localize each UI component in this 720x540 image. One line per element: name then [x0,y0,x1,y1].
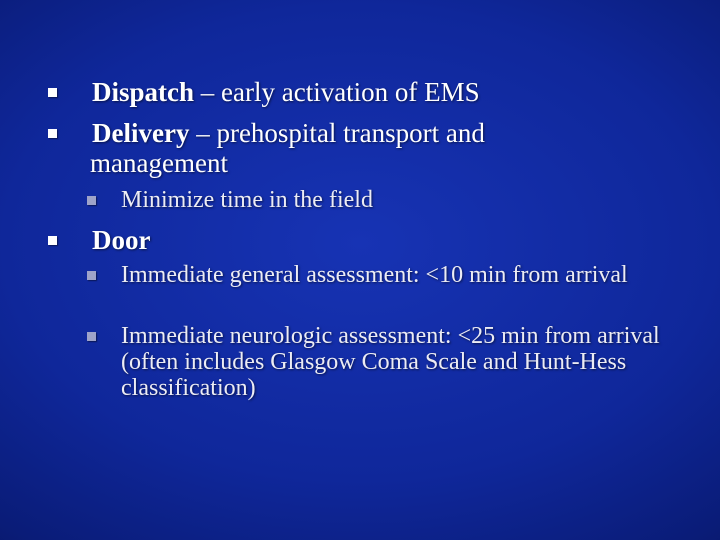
square-bullet-icon [87,332,96,341]
bullet-delivery [92,118,632,178]
general-assessment-text: Immediate general assessment: <10 min from arrival [121,262,628,288]
term-delivery: Delivery [92,118,190,148]
square-bullet-icon [48,236,57,245]
square-bullet-icon [48,88,57,97]
sub-bullet-minimize-time [121,187,681,213]
delivery-description-continuation: management [90,148,228,178]
sub-bullet-neurologic-assessment [121,323,681,401]
sub-bullet-general-assessment [121,262,681,288]
bullet-dispatch [92,77,692,107]
dispatch-description: – early activation of EMS [194,77,480,107]
neurologic-assessment-text: Immediate neurologic assessment: <25 min from arrival (often includes Glasgow Coma Scale and Hunt-Hess classification) [121,323,660,401]
term-door: Door [92,225,151,255]
bullet-door [92,225,632,255]
delivery-description: – prehospital transport and [189,118,485,148]
term-dispatch: Dispatch [92,77,195,107]
square-bullet-icon [87,196,96,205]
square-bullet-icon [87,271,96,280]
minimize-time-text: Minimize time in the field [121,187,373,213]
square-bullet-icon [48,129,57,138]
